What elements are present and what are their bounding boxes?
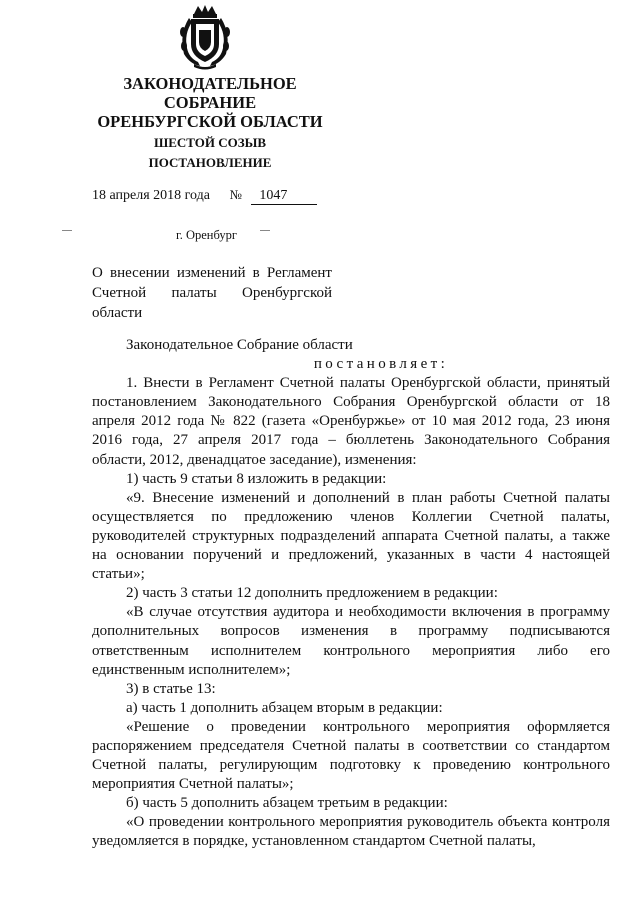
corner-mark (62, 230, 72, 231)
paragraph: 3) в статье 13: (126, 680, 216, 697)
coat-of-arms-icon (176, 4, 234, 70)
paragraph: 1. Внести в Регламент Счетной палаты Оренбургской области, принятый постановлением Законодательного Собрания Оренбургской области от 18 апреля 2012 года № 822 (газета «Оренбуржье» от 10 мая 2012 года, 23 июня 2016 года, 27 апреля 2017 года – бюллетень Законодательного Собрания области, 2012, двенадцатое заседание), изменения: (92, 375, 610, 468)
subject: О внесении изменений в Регламент Счетной палаты Оренбургской области (92, 265, 332, 321)
paragraph: а) часть 1 дополнить абзацем вторым в редакции: (126, 699, 443, 716)
corner-mark (260, 230, 270, 231)
number-sign: № (229, 187, 242, 202)
header-line-1: ЗАКОНОДАТЕЛЬНОЕ (123, 74, 297, 93)
header-line-2: СОБРАНИЕ (163, 93, 257, 112)
paragraph: «Решение о проведении контрольного мероприятия оформляется распоряжением председателя Счетной палаты в соответствии со стандартом Счетной палаты, регулирующим подготовку к проведению контрольного мероприятия Счетной палаты»; (92, 718, 610, 793)
document-number: 1047 (251, 188, 317, 205)
intro: Законодательное Собрание области (126, 337, 353, 353)
paragraph: б) часть 5 дополнить абзацем третьим в редакции: (126, 795, 448, 812)
resolves: постановляет: (313, 356, 449, 373)
body-text (92, 336, 610, 852)
city: г. Оренбург (176, 228, 237, 242)
paragraph: 1) часть 9 статьи 8 изложить в редакции: (126, 470, 387, 487)
dateline (92, 187, 317, 205)
paragraph: «О проведении контрольного мероприятия руководитель объекта контроля уведомляется в порядке, установленном стандартом Счетной палаты, (92, 814, 610, 850)
document-type: ПОСТАНОВЛЕНИЕ (148, 155, 272, 170)
header-line-3: ОРЕНБУРГСКОЙ ОБЛАСТИ (97, 112, 323, 131)
convocation: ШЕСТОЙ СОЗЫВ (153, 135, 267, 150)
document-date: 18 апреля 2018 года (92, 188, 210, 203)
paragraph: 2) часть 3 статьи 12 дополнить предложением в редакции: (126, 585, 498, 602)
paragraph: «9. Внесение изменений и дополнений в план работы Счетной палаты осуществляется по предложению членов Коллегии Счетной палаты, руководителей структурных подразделений аппарата Счетной палаты, а также на основании поручений и предложений, указанных в части 4 настоящей статьи»; (92, 489, 610, 583)
paragraph: «В случае отсутствия аудитора и необходимости включения в программу дополнительных вопросов изменения в программу подписываются ответственным исполнителем контрольного мероприятия либо его единственным исполнителем»; (92, 604, 610, 678)
